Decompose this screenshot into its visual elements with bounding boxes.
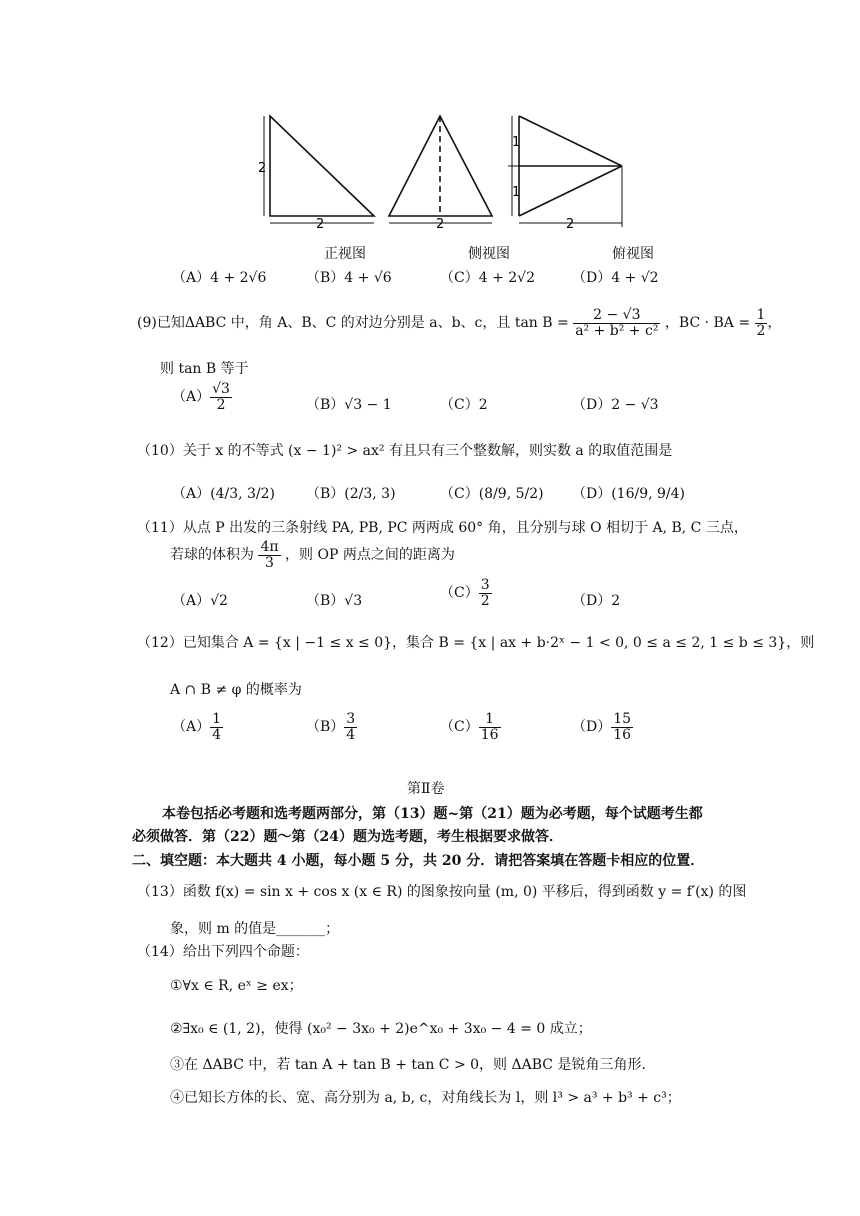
- q9-option-b: （B）√3 − 1: [306, 397, 392, 413]
- q11-volume-fraction: $\frac{4\pi}{3}$: [260, 539, 279, 571]
- q14-prop-3: ③在 ΔABC 中，若 tan A + tan B + tan C > 0，则 ΔABC 是锐角三角形.: [170, 1057, 646, 1073]
- q13-line2: 象，则 m 的值是_______；: [170, 921, 340, 937]
- q11-stem-line2: 若球的体积为 $\frac{4\pi}{3}$ ，则 OP 两点之间的距离为: [170, 539, 455, 571]
- part2-intro-line1: 本卷包括必考题和选考题两部分，第（13）题~第（21）题为必考题，每个试题考生都: [162, 806, 703, 822]
- q8-option-c: （C）4 + 2√2: [440, 270, 535, 286]
- q12-option-b: （B） $\frac{3}{4}$: [306, 711, 356, 743]
- q10-option-d: （D）(16/9, 9/4): [572, 486, 686, 502]
- top-dim-lower: 1: [512, 185, 521, 200]
- q11-stem-line1: （11）从点 P 出发的三条射线 PA, PB, PC 两两成 60° 角，且分别与球 O 相切于 A, B, C 三点，: [137, 520, 748, 536]
- q10-stem: （10）关于 x 的不等式 (x − 1)² > ax² 有且只有三个整数解，则实数 a 的取值范围是: [137, 443, 673, 459]
- q8-option-d: （D）4 + √2: [572, 270, 659, 286]
- top-width-label: 2: [566, 217, 575, 232]
- q14-prop-4: ④已知长方体的长、宽、高分别为 a, b, c，对角线长为 l，则 l³ > a³ + b³ + c³；: [170, 1090, 681, 1106]
- q9-tan-fraction: $\frac{2 - √3}{\text{a² + b² + c²}}$: [575, 307, 659, 339]
- top-view-label: 俯视图: [612, 246, 654, 262]
- q11-option-d: （D）2: [572, 593, 621, 609]
- q8-option-a: （A）4 + 2√6: [172, 270, 267, 286]
- q12-stem-line2: A ∩ B ≠ φ 的概率为: [170, 682, 302, 698]
- front-width-label: 2: [316, 217, 325, 232]
- q9-stem-pre: (9)已知ΔABC 中，角 A、B、C 的对边分别是 a、b、c，且 tan B =: [137, 315, 569, 332]
- side-view-label: 侧视图: [468, 246, 510, 262]
- q12-stem-line1: （12）已知集合 A = {x | −1 ≤ x ≤ 0}，集合 B = {x | ax + b·2ˣ − 1 < 0, 0 ≤ a ≤ 2, 1 ≤ b ≤ 3}，则: [137, 635, 815, 651]
- q11-option-b: （B）√3: [306, 593, 363, 609]
- front-view-figure: [270, 116, 374, 216]
- top-view-figure: [519, 116, 622, 216]
- q12-option-d: （D） $\frac{15}{16}$: [572, 711, 632, 743]
- q14-prop-1: ①∀x ∈ R, eˣ ≥ ex；: [170, 978, 303, 994]
- q10-option-b: （B）(2/3, 3): [306, 486, 396, 502]
- q10-option-a: （A）(4/3, 3/2): [172, 486, 275, 502]
- part2-intro-line2: 必须做答．第（22）题～第（24）题为选考题，考生根据要求做答．: [132, 829, 563, 845]
- top-dim-upper: 1: [512, 135, 521, 150]
- three-view-figures: [250, 108, 650, 243]
- front-view-label: 正视图: [324, 246, 366, 262]
- front-height-label: 2: [258, 161, 267, 176]
- side-width-label: 2: [436, 217, 445, 232]
- section-heading: 二、填空题：本大题共 4 小题，每小题 5 分，共 20 分．请把答案填在答题卡相应的位置．: [132, 853, 705, 869]
- side-view-figure: [389, 116, 492, 216]
- q13-line1: （13）函数 f(x) = sin x + cos x (x ∈ R) 的图象按向量 (m, 0) 平移后，得到函数 y = f′(x) 的图: [137, 884, 747, 900]
- q9-option-c: （C）2: [440, 397, 488, 413]
- q9-option-d: （D）2 − √3: [572, 397, 659, 413]
- q12-option-a: （A） $\frac{1}{4}$: [172, 711, 222, 743]
- q11-option-a: （A）√2: [172, 593, 228, 609]
- q11-option-c: （C） $\frac{3}{2}$: [440, 577, 490, 609]
- q14-prop-2: ②∃x₀ ∈ (1, 2)，使得 (x₀² − 3x₀ + 2)e^x₀ + 3x₀ − 4 = 0 成立；: [170, 1021, 592, 1037]
- q12-option-c: （C） $\frac{1}{16}$: [440, 711, 499, 743]
- part2-title: 第Ⅱ卷: [407, 781, 445, 797]
- q9-option-a: （A） $\frac{√3}{2}$: [172, 381, 230, 413]
- front-view-dimensions: [264, 116, 374, 223]
- q14-stem: （14）给出下列四个命题：: [137, 944, 309, 960]
- q10-option-c: （C）(8/9, 5/2): [440, 486, 544, 502]
- q9-dot-product: ，BC · BA =: [664, 315, 751, 332]
- q9-stem: (9)已知ΔABC 中，角 A、B、C 的对边分别是 a、b、c，且 tan B = $\frac{2 - √3}{\text{a² + b² + c²}}$ ，BC · BA = $\frac{1}{2}$ ，: [137, 307, 782, 339]
- q8-option-b: （B）4 + √6: [306, 270, 392, 286]
- q9-half-fraction: $\frac{1}{2}$: [756, 307, 766, 339]
- q9-stem-post: 则 tan B 等于: [160, 361, 249, 377]
